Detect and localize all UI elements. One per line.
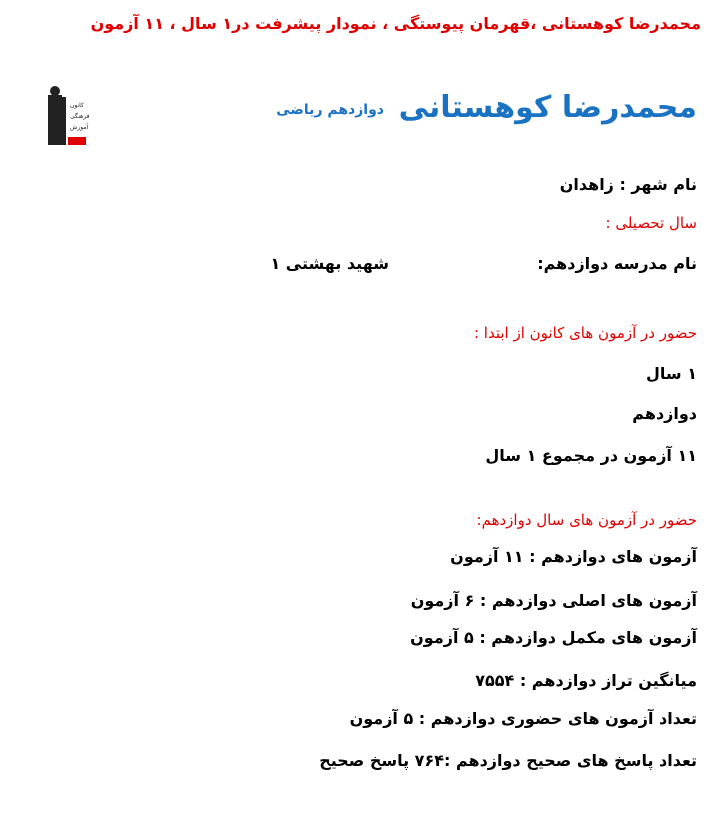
student-name: محمدرضا کوهستانی [398,90,697,125]
student-track: دوازدهم ریاضی [276,102,384,118]
svg-text:فرهنگی: فرهنگی [70,113,90,120]
academic-year-label: سال تحصیلی : [605,214,697,232]
attendance-all-heading: حضور در آزمون های کانون از ابتدا : [473,324,697,342]
attendance-line: ۱ سال [646,364,697,383]
stat-line: آزمون های اصلی دوازدهم : ۶ آزمون [410,591,697,610]
stat-line: آزمون های مکمل دوازدهم : ۵ آزمون [410,628,697,647]
stat-line: میانگین تراز دوازدهم : ۷۵۵۴ [475,671,697,690]
school-label: نام مدرسه دوازدهم: [537,254,697,273]
attendance-line: ۱۱ آزمون در مجموع ۱ سال [485,446,697,465]
city: نام شهر : زاهدان [559,175,697,194]
stat-line: آزمون های دوازدهم : ۱۱ آزمون [450,547,697,566]
attendance-12-heading: حضور در آزمون های سال دوازدهم: [476,511,697,529]
document-title: محمدرضا کوهستانی ،قهرمان پیوستگی ، نمودار پیشرفت در۱ سال ، ۱۱ آزمون [90,14,701,33]
attendance-line: دوازدهم [632,404,697,423]
kanoon-logo [40,85,90,147]
svg-text:کانون: کانون [70,102,84,109]
stat-line: تعداد آزمون های حضوری دوازدهم : ۵ آزمون [349,709,697,728]
stat-line: تعداد پاسخ های صحیح دوازدهم :۷۶۴ پاسخ صحیح [319,751,697,770]
svg-text:آموزش: آموزش [70,124,89,131]
school-name: شهید بهشتی ۱ [270,254,389,273]
